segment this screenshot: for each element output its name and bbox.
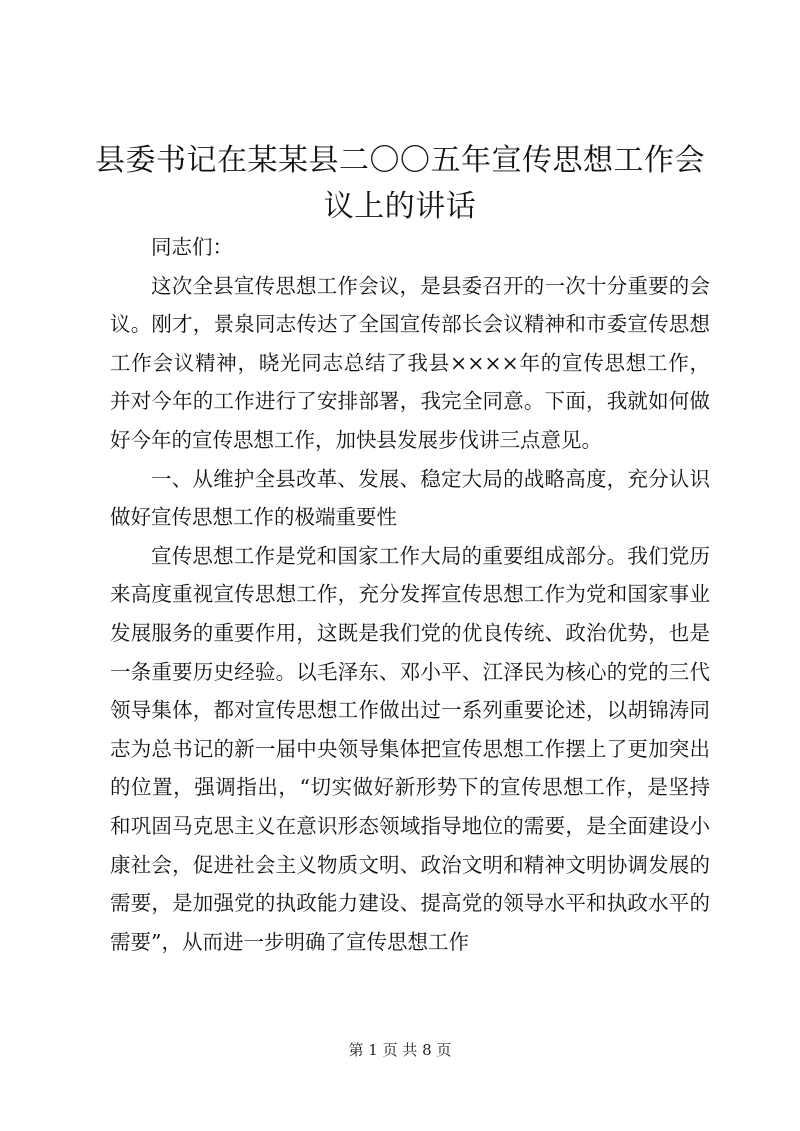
section-heading-1: 一、从维护全县改革、发展、稳定大局的战略高度，充分认识做好宣传思想工作的极端重要性 bbox=[110, 466, 710, 530]
page-footer: 第 1 页 共 8 页 bbox=[348, 1041, 452, 1059]
paragraph-2: 宣传思想工作是党和国家工作大局的重要组成部分。我们党历来高度重视宣传思想工作，充分发挥宣传思想工作为党和国家事业发展服务的重要作用，这既是我们党的优良传统、政治优势，也是一条重要历史经验。以毛泽东、邓小平、江泽民为核心的党的三代领导集体，都对宣传思想工作做出过一系列重要论述，以胡锦涛同志为总书记的新一届中央领导集体把宣传思想工作摆上了更加突出的位置，强调指出，“切实做好新形势下的宣传思想工作，是坚持和巩固马克思主义在意识形态领域指导地位的需要，是全面建设小康社会，促进社会主义物质文明、政治文明和精神文明协调发展的需要，是加强党的执政能力建设、提高党的领导水平和执政水平的需要”，从而进一步明确了宣传思想工作 bbox=[110, 543, 710, 954]
paragraph-1: 这次全县宣传思想工作会议，是县委召开的一次十分重要的会议。刚才，景泉同志传达了全国宣传部长会议精神和市委宣传思想工作会议精神，晓光同志总结了我县××××年的宣传思想工作，并对今年的工作进行了安排部署，我完全同意。下面，我就如何做好今年的宣传思想工作，加快县发展步伐讲三点意见。 bbox=[110, 273, 710, 452]
document-body bbox=[110, 228, 710, 961]
document-title: 县委书记在某某县二〇〇五年宣传思想工作会议上的讲话 bbox=[95, 143, 705, 224]
salutation: 同志们： bbox=[151, 235, 233, 259]
